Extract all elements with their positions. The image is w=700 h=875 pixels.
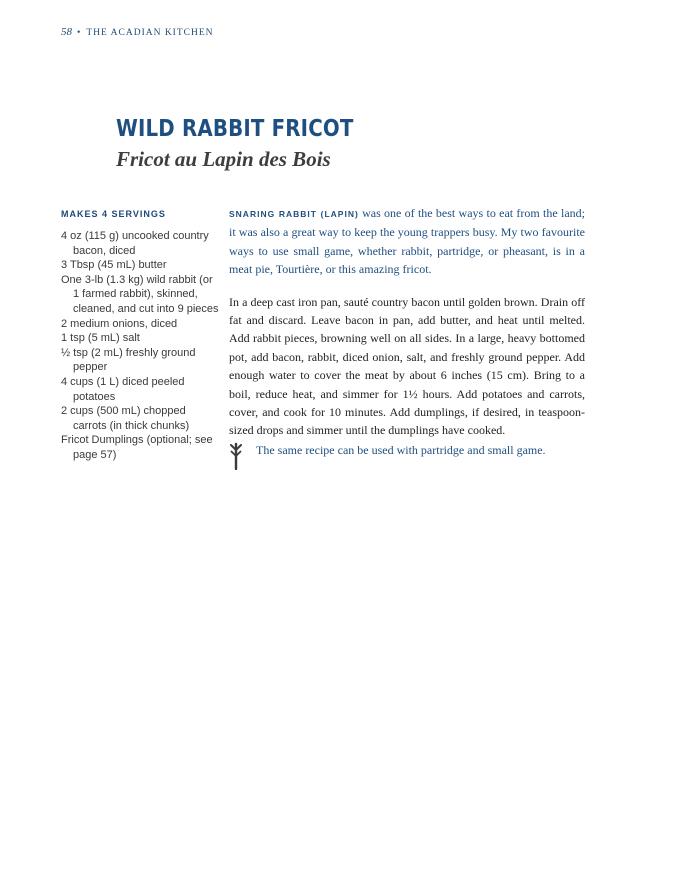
ingredient-item: 4 cups (1 L) diced peeled potatoes bbox=[61, 375, 185, 403]
ingredient-item: 4 oz (115 g) uncooked country bacon, diced bbox=[61, 230, 209, 257]
recipe-body bbox=[229, 204, 585, 440]
ingredient-list bbox=[61, 229, 221, 463]
header-separator: • bbox=[77, 28, 82, 38]
intro-text: was one of the best ways to eat from the land; it was also a great way to keep the young trappers busy. My two favourite ways to use small game, whether rabbit, partridge, or pheasant, is in a meat pie, Tourtière, or this amazing fricot. bbox=[229, 206, 585, 277]
ingredient-item: ½ tsp (2 mL) freshly ground pepper bbox=[61, 346, 196, 374]
ingredient-item: One 3-lb (1.3 kg) wild rabbit (or 1 farmed rabbit), skinned, cleaned, and cut into 9 pieces bbox=[61, 273, 219, 315]
ingredient-item: Fricot Dumplings (optional; see page 57) bbox=[61, 434, 213, 461]
book-title: THE ACADIAN KITCHEN bbox=[86, 28, 214, 38]
page-number: 58 bbox=[61, 26, 72, 38]
recipe-title: WILD RABBIT FRICOT bbox=[116, 116, 354, 142]
intro-paragraph bbox=[229, 204, 585, 279]
servings-label: MAKES 4 SERVINGS bbox=[61, 209, 166, 219]
recipe-note bbox=[229, 442, 589, 472]
method-paragraph: In a deep cast iron pan, sauté country bacon until golden brown. Drain off fat and discard. Leave bacon in pan, add butter, and heat until melted. Add rabbit pieces, browning well on all sides. In a large, heavy bottomed pot, add bacon, rabbit, diced onion, salt, and freshly ground pepper. Add enough water to cover the meat by about 6 inches (15 cm). Bring to a boil, reduce heat, and simmer for 1½ hours. Add potatoes and carrots, cover, and cook for 10 minutes. Add dumplings, if desired, in teaspoon-sized drops and simmer until the dumplings have cooked. bbox=[229, 294, 585, 438]
running-header bbox=[61, 26, 214, 38]
ingredients-column bbox=[61, 209, 221, 463]
note-text: The same recipe can be used with partridge and small game. bbox=[256, 443, 546, 457]
intro-lead: SNARING RABBIT (LAPIN) bbox=[229, 209, 359, 219]
recipe-subtitle: Fricot au Lapin des Bois bbox=[116, 147, 331, 171]
ingredient-item: 3 Tbsp (45 mL) butter bbox=[61, 259, 167, 272]
ingredient-item: 2 cups (500 mL) chopped carrots (in thick chunks) bbox=[61, 405, 190, 432]
sprig-icon bbox=[229, 442, 243, 470]
ingredient-item: 2 medium onions, diced bbox=[61, 317, 178, 330]
ingredient-item: 1 tsp (5 mL) salt bbox=[61, 332, 140, 345]
